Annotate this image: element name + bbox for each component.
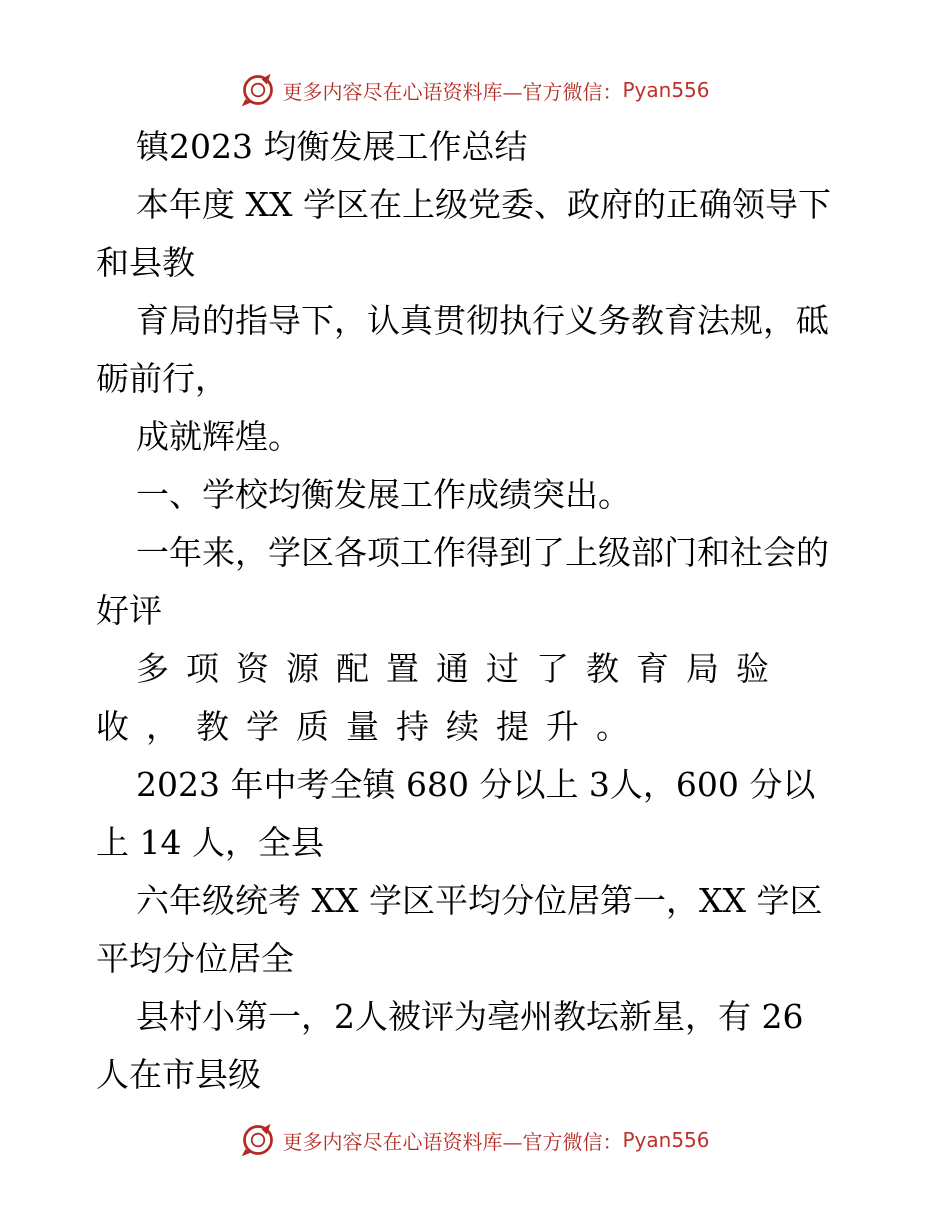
paragraph-line: 2023 年中考全镇 680 分以上 3人，600 分以 [136,765,816,804]
paragraph-line: 平均分位居全 [96,939,294,978]
paragraph-line: 县村小第一，2人被评为亳州教坛新星，有 26 [136,997,804,1036]
paragraph-line: 人在市县级 [96,1055,261,1094]
banner-text: 更多内容尽在心语资料库—官方微信： [282,1129,623,1154]
paragraph-line: 六年级统考 XX 学区平均分位居第一，XX 学区 [136,881,823,920]
paragraph-line: 育局的指导下，认真贯彻执行义务教育法规，砥 [136,301,829,340]
section-heading: 一、学校均衡发展工作成绩突出。 [136,475,631,514]
paragraph-line: 多项资源配置通过了教育局验 [136,649,786,688]
brand-logo-icon [240,72,276,108]
banner-wechat-id: Pyan556 [622,1128,710,1152]
paragraph-line: 好评 [96,591,162,630]
paragraph-line: 上 14 人，全县 [96,823,324,862]
document-title: 镇2023 均衡发展工作总结 [136,127,528,166]
document-body [96,118,866,1104]
paragraph-line: 砺前行， [96,359,228,398]
banner-text: 更多内容尽在心语资料库—官方微信： [282,79,623,104]
paragraph-line: 收，教学质量持续提升。 [96,707,646,746]
paragraph-line: 和县教 [96,243,195,282]
paragraph-line: 成就辉煌。 [136,417,301,456]
paragraph-line: 一年来，学区各项工作得到了上级部门和社会的 [136,533,829,572]
footer-banner [0,1120,950,1160]
paragraph-line: 本年度 XX 学区在上级党委、政府的正确领导下 [136,185,831,224]
header-banner [0,70,950,110]
brand-logo-icon [240,1122,276,1158]
banner-wechat-id: Pyan556 [622,78,710,102]
